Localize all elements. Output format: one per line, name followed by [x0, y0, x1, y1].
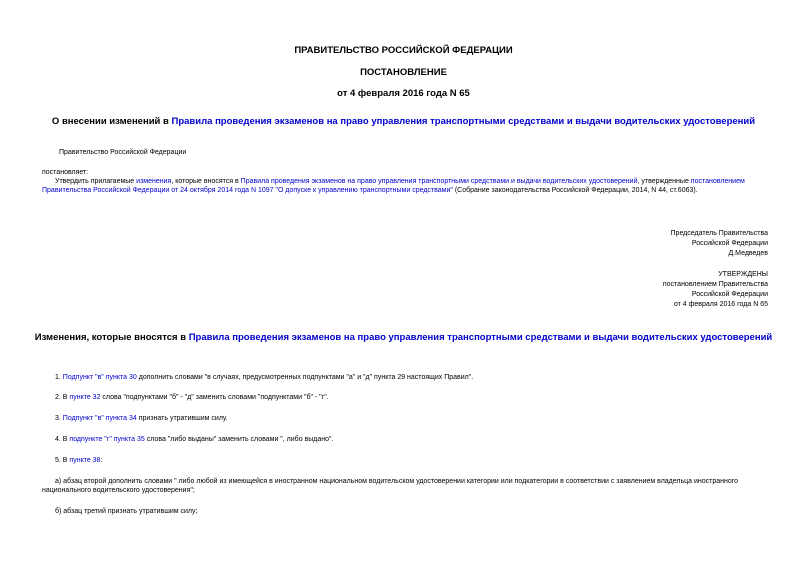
item-5: [55, 456, 102, 465]
item-1-text: дополнить словами "в случаях, предусмотренных подпунктами "а" и "д" пункта 29 настоящих Правил".: [136, 374, 474, 381]
item-2-link[interactable]: пункте 32: [69, 394, 101, 401]
item-4: [55, 435, 333, 444]
rules-link[interactable]: Правила проведения экзаменов на право управления транспортными средствами и выдачи водительских удостоверений: [240, 178, 638, 185]
item-5-num: 5. В: [55, 457, 70, 464]
resolution-link-part1[interactable]: постановлением: [690, 178, 745, 185]
approval-line-4: от 4 февраля 2016 года N 65: [673, 301, 768, 308]
document-date-number: от 4 февраля 2016 года N 65: [337, 88, 470, 99]
decrees-text: постановляет:: [42, 169, 89, 176]
paragraph-1-line-2: [42, 186, 698, 195]
title-prefix: О внесении изменений в: [51, 116, 172, 127]
item-2: [55, 393, 329, 402]
changes-title: [0, 332, 807, 344]
signature-org: Российской Федерации: [691, 240, 768, 247]
item-1: [55, 373, 473, 382]
item-4-num: 4. В: [55, 436, 70, 443]
item-4-text: слова "либо выданы" заменить словами ", либо выдано".: [144, 436, 334, 443]
item-5-text: :: [100, 457, 103, 464]
p1-text-b: , которые вносятся в: [171, 178, 241, 185]
item-3: [55, 414, 228, 423]
item-2-num: 2. В: [55, 394, 70, 401]
signature-name: Д.Медведев: [728, 250, 768, 257]
changes-title-prefix: Изменения, которые вносятся в: [34, 332, 189, 343]
document-title: [0, 116, 807, 128]
item-1-num: 1.: [55, 374, 63, 381]
changes-link[interactable]: изменения: [136, 178, 172, 185]
item-3-num: 3.: [55, 415, 63, 422]
item-5b: б) абзац третий признать утратившим силу;: [55, 508, 198, 515]
document-type: ПОСТАНОВЛЕНИЕ: [360, 67, 447, 78]
resolution-link-part2[interactable]: Правительства Российской Федерации от 24 октября 2014 года N 1097 "О допуске к управлению транспортными средствами": [42, 187, 453, 194]
issuer-text: Правительство Российской Федерации: [59, 149, 187, 156]
approval-heading: УТВЕРЖДЕНЫ: [718, 271, 768, 278]
item-3-text: признать утратившим силу.: [136, 415, 228, 422]
item-5a-line-2: национального водительского удостоверения";: [42, 487, 195, 494]
item-3-link[interactable]: Подпункт "в" пункта 34: [62, 415, 137, 422]
approval-line-2: постановлением Правительства: [662, 281, 768, 288]
item-1-link[interactable]: Подпункт "в" пункта 30: [62, 374, 137, 381]
p1-text-d: (Собрание законодательства Российской Федерации, 2014, N 44, ст.6063).: [452, 187, 698, 194]
signature-block: [671, 229, 768, 259]
changes-title-rules-link[interactable]: Правила проведения экзаменов на право управления транспортными средствами и выдачи водительских удостоверений: [188, 332, 773, 343]
government-name: ПРАВИТЕЛЬСТВО РОССИЙСКОЙ ФЕДЕРАЦИИ: [294, 45, 513, 56]
approval-line-3: Российской Федерации: [691, 291, 768, 298]
approval-block: [663, 270, 768, 310]
p1-text-a: Утвердить прилагаемые: [55, 178, 137, 185]
paragraph-1-line-1: [55, 177, 745, 186]
title-rules-link[interactable]: Правила проведения экзаменов на право управления транспортными средствами и выдачи водительских удостоверений: [171, 116, 756, 127]
signature-position: Председатель Правительства: [670, 230, 768, 237]
item-4-link[interactable]: подпункте "г" пункта 35: [69, 436, 145, 443]
item-5-link[interactable]: пункте 38: [69, 457, 101, 464]
p1-text-c: , утвержденные: [637, 178, 691, 185]
item-5a-line-1: а) абзац второй дополнить словами " либо любой из имеющейся в иностранном национальном водительском удостоверении категории или подкатегории в соответствии с заявлением владельца иностранного: [55, 478, 739, 485]
item-2-text: слова "подпунктами "б" - "д" заменить словами "подпунктами "б" - "г".: [100, 394, 329, 401]
